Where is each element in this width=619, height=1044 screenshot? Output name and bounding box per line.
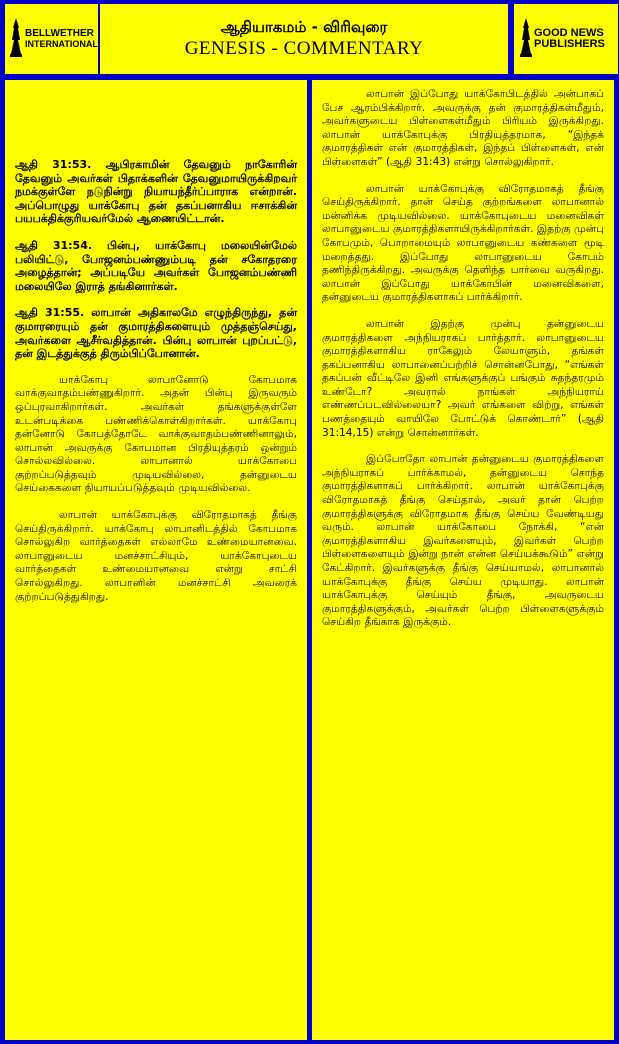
page-title-english: GENESIS - COMMENTARY xyxy=(184,38,424,59)
commentary-paragraph: லாபான் இப்போது யாக்கோபிடத்தில் அன்பாகப் பேச ஆரம்பிக்கிறார். அவருக்கு தன் குமாரத்திகள்மீதும், அவர்களுடைய பிள்ளைகள்மீதும் பிரியம் இருக்கிறது. லாபான் யாக்கோபுக்கு பிரதியுத்தரமாக, “இந்தக் குமாரத்திகள் என் குமாரத்திகள், இந்தப் பிள்ளைகள், என் பிள்ளைகள்” (ஆதி 31:43) என்று சொல்லுகிறார். xyxy=(322,88,604,168)
left-column xyxy=(5,80,307,1040)
page-title-tamil: ஆதியாகமம் - விரிவுரை xyxy=(220,18,388,36)
verse-31-54: ஆதி 31:54. பின்பு, யாக்கோபு மலையின்மேல் பலியிட்டு, போஜனம்பண்ணும்படி தன் சகோதரரை அழைத்தான்; அப்படியே அவர்கள் போஜனம்பண்ணி மலையிலே இராத் தங்கினார்கள். xyxy=(15,238,297,293)
commentary-paragraph: லாபான் யாக்கோபுக்கு விரோதமாகத் தீங்கு செய்திருக்கிறார். யாக்கோபு லாபானிடத்தில் கோபமாக சொல்லுகிற வார்த்தைகள் எல்லாமே உண்மையானவை. லாபானுடைய மனச்சாட்சியும், யாக்கோபுடைய வார்த்தைகள் உண்மையானவை என்று சாட்சி சொல்லுகிறது. லாபானின் மனச்சாட்சி அவரைக் குற்றப்படுத்துகிறது. xyxy=(15,509,297,603)
right-logo-line1: GOOD NEWS xyxy=(534,27,604,39)
left-logo-line1: BELLWETHER xyxy=(25,28,94,39)
verse-31-55: ஆதி 31:55. லாபான் அதிகாலமே எழுந்திருந்து, தன் குமாரரையும் தன் குமாரத்திகளையும் முத்தஞ்செய்து, அவர்களை ஆசீர்வதித்தான். பின்பு லாபான் புறப்பட்டு, தன் இடத்துக்குத் திரும்பிப்போனான். xyxy=(15,306,297,361)
right-logo-line2: PUBLISHERS xyxy=(534,38,605,50)
bellwether-emblem-icon xyxy=(10,18,22,58)
commentary-paragraph: இப்போதோ லாபான் தன்னுடைய குமாரத்திகளை அந்நியராகப் பார்க்காமல், தன்னுடைய சொந்த குமாரத்திகளாகப் பார்க்கிறார். லாபான் யாக்கோபுக்கு விரோதமாகத் தீங்கு செய்தால், அவர் தான் பெற்ற குமாரத்திகளுக்கு விரோதமாக தீங்கு செய்ய வேண்டியது வரும். லாபான் யாக்கோபை நோக்கி, “என் குமாரத்திகளாகிய இவர்களையும், இவர்கள் பெற்ற பிள்ளைகளையும் இன்று நான் என்ன செய்யக்கூடும்” என்று கேட்கிறார். இவர்களுக்கு தீங்கு செய்யாமல், லாபானால் யாக்கோபுக்கு தீங்கு செய்ய முடியாது. லாபான் யாக்கோபுக்கு செய்யும் தீங்கு, அவருடைய குமாரத்திகளுக்கும், அவர்கள் பெற்ற பிள்ளைகளுக்கும் செய்கிற தீங்காக இருக்கும். xyxy=(322,453,604,629)
good-news-logo xyxy=(514,4,618,74)
verse-31-53: ஆதி 31:53. ஆபிரகாமின் தேவனும் நாகோரின் தேவனும் அவர்கள் பிதாக்களின் தேவனுமாயிருக்கிறவர் நமக்குள்ளே நடுநின்று நியாயந்தீர்ப்பாராக என்றான். அப்பொழுது யாக்கோபு தன் தகப்பனாகிய ஈசாக்கின் பயபக்திக்குரியவர்மேல் ஆணையிட்டான். xyxy=(15,158,297,226)
page-title-box xyxy=(100,4,508,74)
right-column xyxy=(312,80,614,1040)
commentary-paragraph: லாபான் யாக்கோபுக்கு விரோதமாகத் தீங்கு செய்திருக்கிறார். தான் செய்த குற்றங்களை லாபானால் மன்னிக்க முடியவில்லை. யாக்கோபுடைய மனைவிகள் லாபானுடைய குமாரத்திகளாயிருக்கிறார்கள். இதற்கு முன்பு கோபமும், பொறாமையும் லாபானுடைய கண்களை மூடி மறைத்தது. இப்போது லாபானுடைய கோபம் தணிந்திருக்கிறது. அவருக்கு தெளிந்த பார்வை வருகிறது. லாபான் இப்போது யாக்கோபின் மனைவிகளை, தன்னுடைய குமாரத்திகளாகப் பார்க்கிறார். xyxy=(322,182,604,304)
commentary-paragraph: யாக்கோபு லாபானோடு கோபமாக வாக்குவாதம்பண்ணுகிறார். அதன் பின்பு இருவரும் ஒப்புரவாகிறார்கள். அவர்கள் தங்களுக்குள்ளே உடன்படிக்கை பண்ணிக்கொள்கிறார்கள். யாக்கோபு தன்னோடு கோபத்தோடே வாக்குவாதம்பண்ணினாலும், லாபான் அவருக்கு கோபமான பிரதியுத்தரம் ஒன்றும் சொல்லவில்லை. லாபானால் யாக்கோபை குற்றப்படுத்தவும் முடியவில்லை, தன்னுடைய செய்கைகளை நியாயப்படுத்தவும் முடியவில்லை. xyxy=(15,373,297,495)
left-logo-line2: INTERNATIONAL xyxy=(25,39,98,49)
bellwether-logo xyxy=(5,4,98,74)
commentary-paragraph: லாபான் இதற்கு முன்பு தன்னுடைய குமாரத்திகளை அந்நியராகப் பார்த்தார். லாபானுடைய குமாரத்திகளாகிய ராகேலும் லேயாளும், தங்கள் தகப்பனாகிய லாபானைப்பற்றிச் சொன்னபோது, “எங்கள் தகப்பன் வீட்டிலே இனி எங்களுக்குப் பங்கும் சுதந்தரமும் உண்டோ? அவரால் நாங்கள் அந்நியராய் எண்ணப்படவில்லையா? அவர் எங்களை விற்று, எங்கள் பணத்தையும் வாயிலே போட்டுக் கொண்டார்” (ஆதி 31:14,15) என்று சொன்னார்கள். xyxy=(322,317,604,439)
good-news-emblem-icon xyxy=(520,18,532,58)
